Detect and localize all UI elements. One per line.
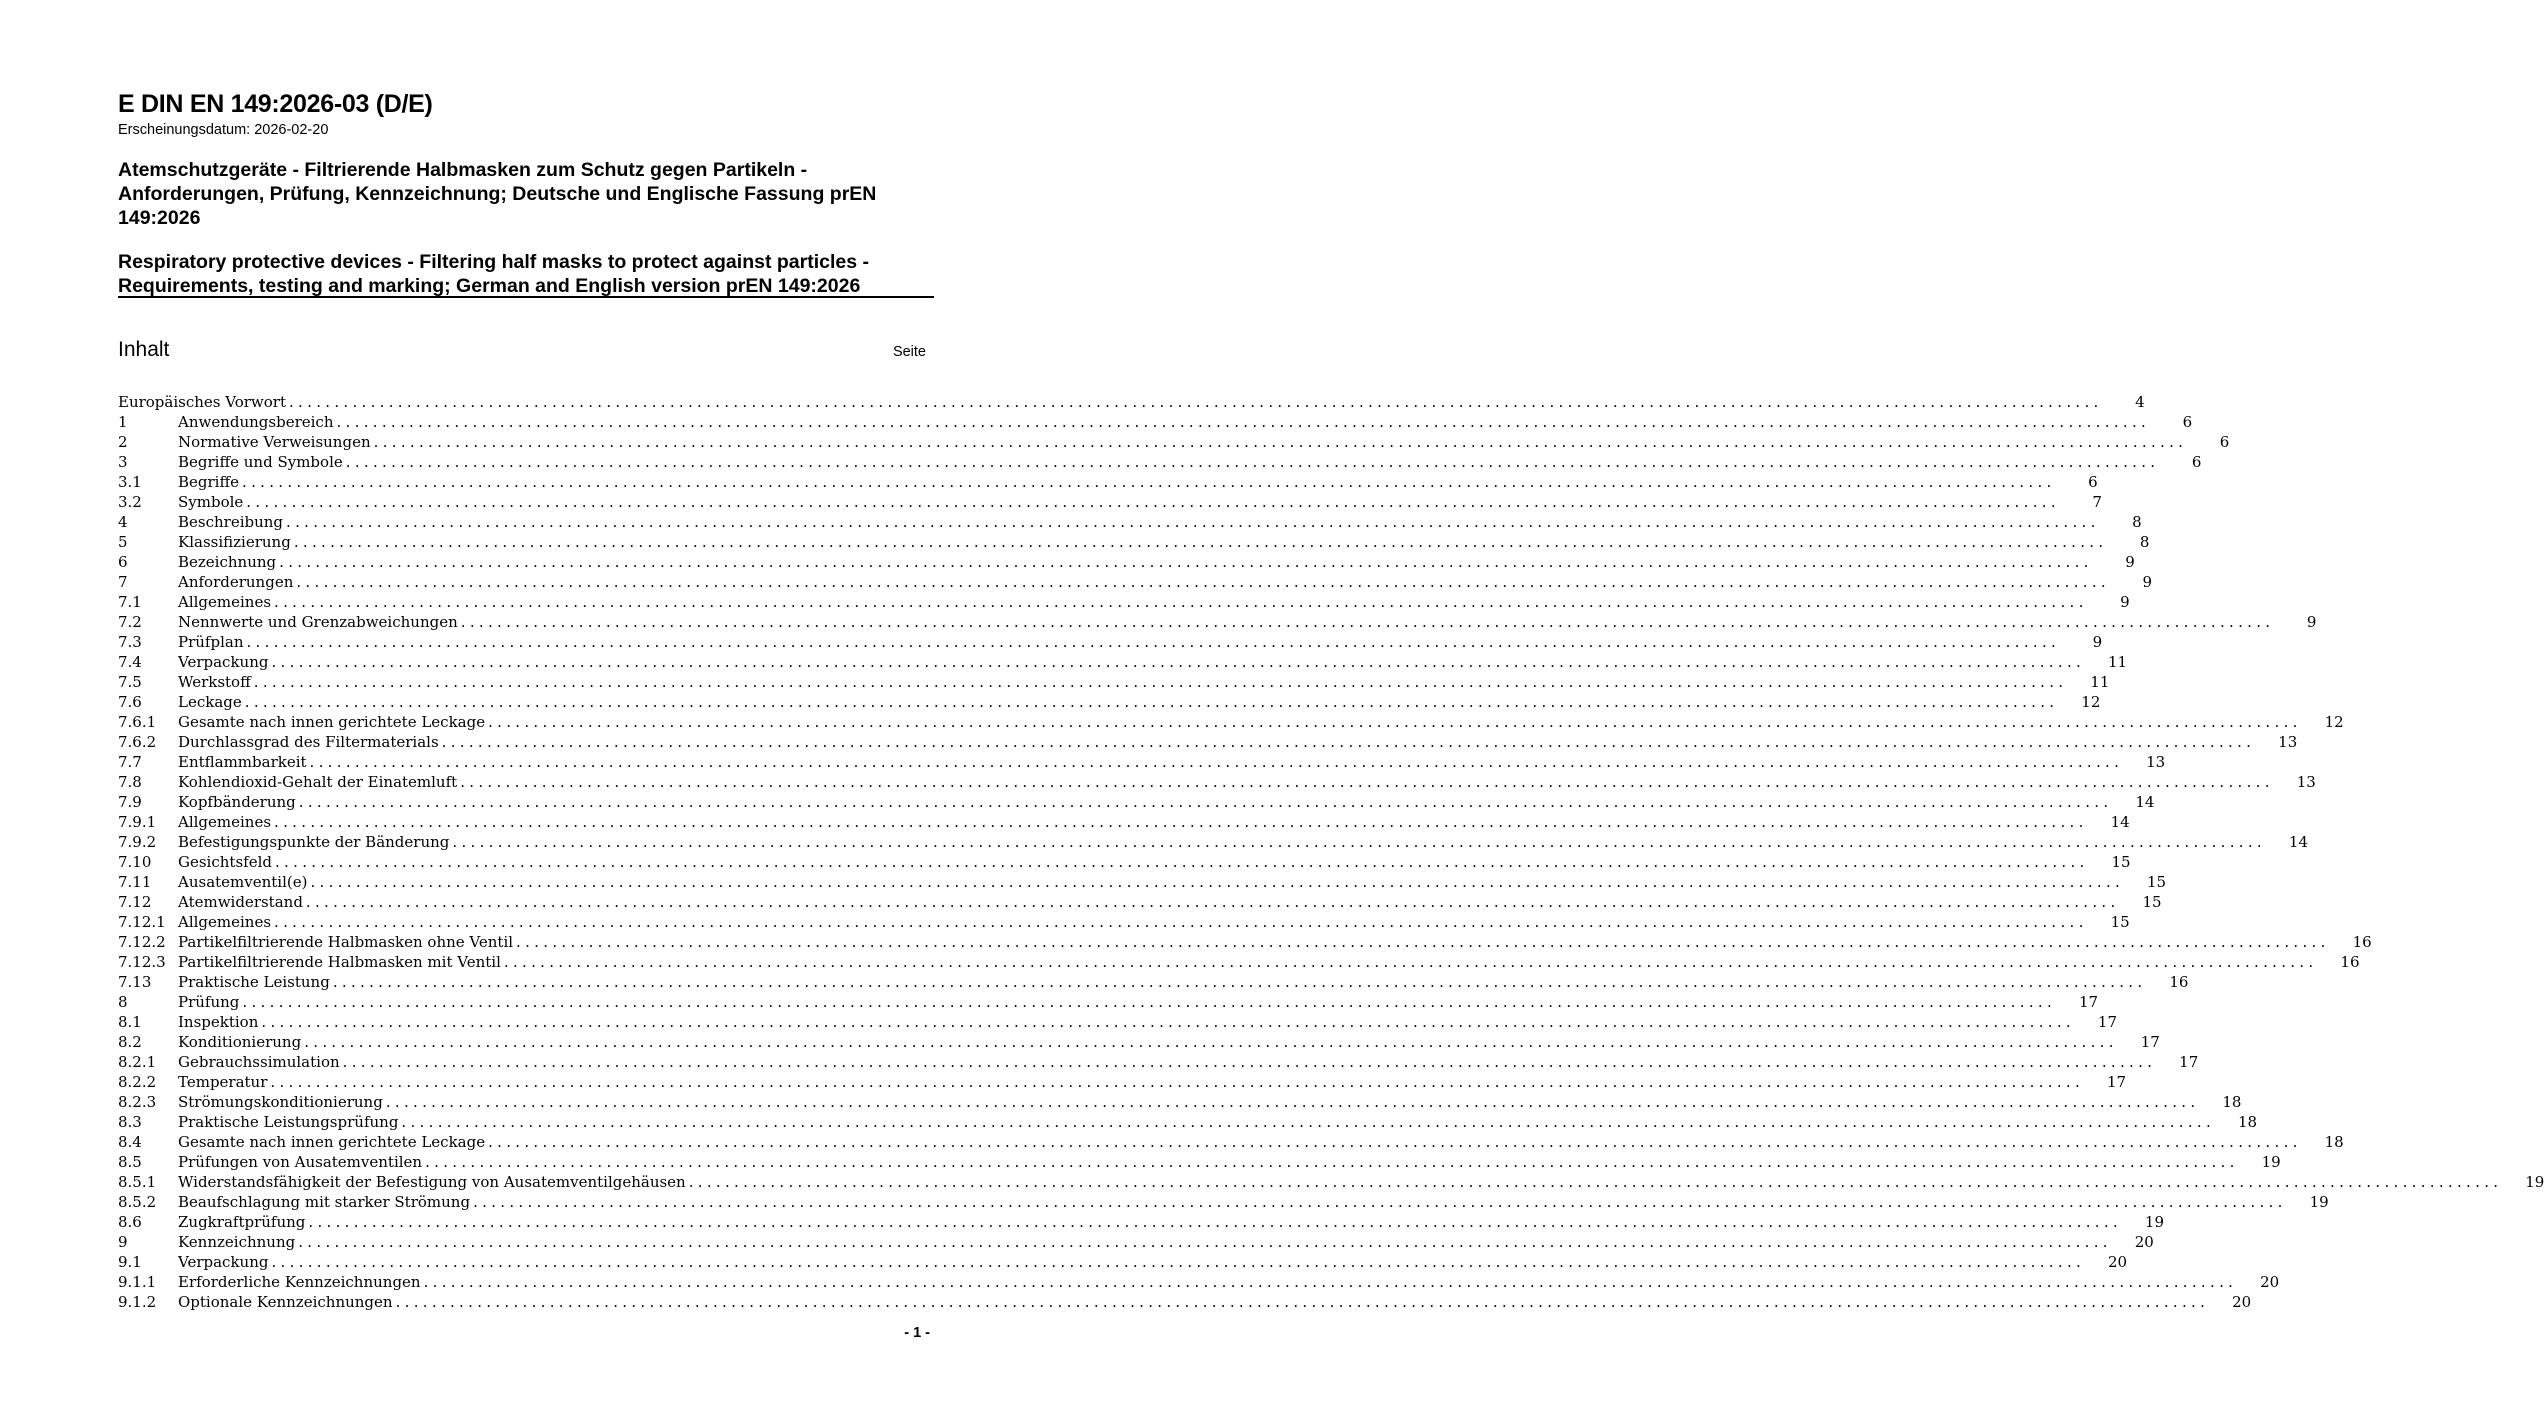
toc-entry-page: 18 <box>2222 1093 2242 1111</box>
toc-entry-page: 12 <box>2324 713 2344 731</box>
toc-entry-title: Erforderliche Kennzeichnungen <box>178 1273 421 1291</box>
toc-entry-title: Kennzeichnung <box>178 1233 296 1251</box>
toc-entry-page: 9 <box>2142 573 2152 591</box>
toc-entry-page: 11 <box>2108 653 2128 671</box>
toc-dot-leader: ........................................................................................................................................................................................................ <box>242 993 2057 1011</box>
toc-entry-number: 7 <box>118 573 128 591</box>
toc-dot-leader: ........................................................................................................................................................................................................ <box>342 1053 2157 1071</box>
toc-entry-page: 19 <box>2525 1173 2544 1191</box>
toc-entry[interactable] <box>118 693 2101 713</box>
toc-entry-title: Praktische Leistung <box>178 973 330 991</box>
toc-entry-title: Europäisches Vorwort <box>118 393 286 411</box>
toc-dot-leader: ........................................................................................................................................................................................................ <box>336 413 2151 431</box>
toc-entry-title: Optionale Kennzeichnungen <box>178 1293 393 1311</box>
toc-entry-page: 7 <box>2092 493 2102 511</box>
toc-dot-leader: ........................................................................................................................................................................................................ <box>401 1113 2216 1131</box>
toc-entry-number: 7.6 <box>118 693 142 711</box>
toc-entry-number: 7.9 <box>118 793 142 811</box>
toc-entry-number: 8.4 <box>118 1133 142 1151</box>
toc-entry[interactable] <box>118 1273 2280 1293</box>
toc-entry-title: Verpackung <box>178 1253 269 1271</box>
toc-entry-page: 16 <box>2340 953 2360 971</box>
toc-heading: Inhalt <box>118 338 170 361</box>
toc-entry-title: Inspektion <box>178 1013 259 1031</box>
toc-entry[interactable] <box>118 793 2155 813</box>
toc-entry[interactable] <box>118 953 2360 973</box>
toc-entry-number: 8.5.2 <box>118 1193 157 1211</box>
toc-dot-leader: ........................................................................................................................................................................................................ <box>298 793 2113 811</box>
toc-entry[interactable] <box>118 1093 2242 1113</box>
toc-entry-number: 8.2.1 <box>118 1053 157 1071</box>
toc-dot-leader: ........................................................................................................................................................................................................ <box>516 933 2330 951</box>
toc-entry[interactable] <box>118 893 2162 913</box>
toc-entry-title: Verpackung <box>178 653 269 671</box>
toc-entry[interactable] <box>118 1113 2258 1133</box>
toc-entry-page: 11 <box>2090 673 2110 691</box>
toc-entry-number: 3 <box>118 453 128 471</box>
toc-entry-page: 14 <box>2110 813 2130 831</box>
toc-entry-page: 15 <box>2147 873 2167 891</box>
toc-entry[interactable] <box>118 653 2128 673</box>
toc-entry[interactable] <box>118 773 2316 793</box>
toc-entry-title: Begriffe <box>178 473 240 491</box>
toc-entry[interactable] <box>118 673 2110 693</box>
toc-entry[interactable] <box>118 873 2167 893</box>
toc-entry-page: 19 <box>2309 1193 2329 1211</box>
toc-entry[interactable] <box>118 453 2202 473</box>
toc-entry-title: Nennwerte und Grenzabweichungen <box>178 613 458 631</box>
toc-entry-title: Beaufschlagung mit starker Strömung <box>178 1193 471 1211</box>
toc-entry-number: 7.3 <box>118 633 142 651</box>
toc-entry[interactable] <box>118 1293 2252 1313</box>
toc-entry-title: Kopfbänderung <box>178 793 296 811</box>
toc-entry-title: Beschreibung <box>178 513 284 531</box>
toc-entry-title: Befestigungspunkte der Bänderung <box>178 833 450 851</box>
toc-entry-page: 15 <box>2111 853 2131 871</box>
toc-entry-title: Normative Verweisungen <box>178 433 371 451</box>
toc-dot-leader: ........................................................................................................................................................................................................ <box>296 573 2110 591</box>
toc-entry-title: Atemwiderstand <box>178 893 303 911</box>
toc-dot-leader: ........................................................................................................................................................................................................ <box>274 853 2089 871</box>
toc-entry-page: 9 <box>2092 633 2103 651</box>
toc-entry-number: 5 <box>118 533 128 551</box>
toc-dot-leader: ........................................................................................................................................................................................................ <box>503 953 2318 971</box>
toc-entry-number: 9.1 <box>118 1253 142 1271</box>
toc-dot-leader: ........................................................................................................................................................................................................ <box>473 1193 2287 1211</box>
toc-entry-page: 14 <box>2135 793 2155 811</box>
toc-entry-number: 2 <box>118 433 128 451</box>
toc-entry-title: Partikelfiltrierende Halbmasken ohne Ventil <box>178 933 514 951</box>
toc-dot-leader: ........................................................................................................................................................................................................ <box>274 593 2088 611</box>
toc-entry-number: 6 <box>118 553 128 571</box>
toc-entry-number: 8.2 <box>118 1033 142 1051</box>
toc-entry[interactable] <box>118 1213 2165 1233</box>
toc-entry[interactable] <box>118 833 2309 853</box>
toc-dot-leader: ........................................................................................................................................................................................................ <box>246 633 2061 651</box>
toc-entry-number: 7.4 <box>118 653 142 671</box>
toc-dot-leader: ........................................................................................................................................................................................................ <box>309 753 2124 771</box>
toc-entry[interactable] <box>118 1153 2281 1173</box>
toc-entry-page: 6 <box>2219 433 2230 451</box>
toc-entry-title: Praktische Leistungsprüfung <box>178 1113 399 1131</box>
toc-dot-leader: ........................................................................................................................................................................................................ <box>270 1073 2085 1091</box>
toc-entry[interactable] <box>118 493 2102 513</box>
toc-entry-page: 17 <box>2179 1053 2199 1071</box>
toc-entry-title: Begriffe und Symbole <box>178 453 343 471</box>
toc-entry-title: Allgemeines <box>178 593 272 611</box>
toc-entry[interactable] <box>118 513 2142 533</box>
title-english: Respiratory protective devices - Filtering half masks to protect against particles - Requirements, testing and marking; German and English version prEN 149:2026 <box>118 251 869 297</box>
toc-entry[interactable] <box>118 573 2152 593</box>
toc-entry-page: 16 <box>2169 973 2189 991</box>
toc-entry[interactable] <box>118 1173 2544 1193</box>
toc-entry-title: Prüfplan <box>178 633 244 651</box>
toc-entry-page: 17 <box>2140 1033 2160 1051</box>
toc-entry[interactable] <box>118 713 2344 733</box>
toc-entry-page: 19 <box>2261 1153 2281 1171</box>
toc-entry[interactable] <box>118 1013 2117 1033</box>
toc-entry-page: 4 <box>2135 393 2145 411</box>
toc-dot-leader: ........................................................................................................................................................................................................ <box>460 773 2274 791</box>
toc-entry[interactable] <box>118 933 2372 953</box>
toc-entry-page: 6 <box>2191 453 2202 471</box>
toc-entry-title: Partikelfiltrierende Halbmasken mit Ventil <box>178 953 501 971</box>
toc-dot-leader: ........................................................................................................................................................................................................ <box>373 433 2188 451</box>
toc-entry-page: 20 <box>2232 1293 2252 1311</box>
toc-entry-number: 7.12.1 <box>118 913 166 931</box>
toc-entry-page: 20 <box>2108 1253 2128 1271</box>
toc-entry[interactable] <box>118 413 2193 433</box>
table-of-contents <box>118 393 2544 1313</box>
toc-page-column-label: Seite <box>892 344 926 360</box>
toc-dot-leader: ........................................................................................................................................................................................................ <box>253 673 2068 691</box>
toc-entry-title: Klassifizierung <box>178 533 291 551</box>
toc-entry-number: 7.9.2 <box>118 833 157 851</box>
toc-entry-page: 13 <box>2278 733 2298 751</box>
toc-entry-number: 7.6.1 <box>118 713 157 731</box>
toc-dot-leader: ........................................................................................................................................................................................................ <box>688 1173 2503 1191</box>
toc-entry-number: 3.1 <box>118 473 142 491</box>
toc-entry-number: 7.12 <box>118 893 152 911</box>
toc-entry-title: Leckage <box>178 693 242 711</box>
toc-dot-leader: ........................................................................................................................................................................................................ <box>332 973 2147 991</box>
toc-entry-number: 7.12.2 <box>118 933 166 951</box>
toc-entry[interactable] <box>118 433 2230 453</box>
toc-entry[interactable] <box>118 393 2145 413</box>
toc-entry-number: 8.3 <box>118 1113 142 1131</box>
toc-entry-title: Anforderungen <box>178 573 294 591</box>
document-id: E DIN EN 149:2026-03 (D/E) <box>118 90 433 118</box>
toc-entry[interactable] <box>118 633 2103 653</box>
toc-entry-title: Allgemeines <box>178 813 272 831</box>
toc-entry-number: 7.1 <box>118 593 142 611</box>
toc-entry-number: 7.9.1 <box>118 813 157 831</box>
toc-entry-page: 6 <box>2182 413 2193 431</box>
toc-entry-page: 18 <box>2324 1133 2344 1151</box>
toc-dot-leader: ........................................................................................................................................................................................................ <box>305 893 2120 911</box>
toc-entry-number: 7.8 <box>118 773 142 791</box>
toc-entry-number: 8.2.3 <box>118 1093 157 1111</box>
toc-entry-page: 13 <box>2296 773 2316 791</box>
toc-entry[interactable] <box>118 1233 2154 1253</box>
toc-entry-page: 12 <box>2081 693 2101 711</box>
toc-entry-page: 17 <box>2106 1073 2127 1091</box>
toc-entry-page: 16 <box>2352 933 2372 951</box>
toc-dot-leader: ........................................................................................................................................................................................................ <box>271 1253 2086 1271</box>
toc-entry-title: Konditionierung <box>178 1033 302 1051</box>
toc-entry[interactable] <box>118 1053 2199 1073</box>
toc-dot-leader: ........................................................................................................................................................................................................ <box>279 553 2093 571</box>
toc-entry-number: 7.11 <box>118 873 152 891</box>
toc-entry-title: Prüfungen von Ausatemventilen <box>178 1153 423 1171</box>
toc-entry[interactable] <box>118 553 2135 573</box>
toc-entry-page: 20 <box>2260 1273 2280 1291</box>
toc-dot-leader: ........................................................................................................................................................................................................ <box>274 913 2088 931</box>
toc-dot-leader: ........................................................................................................................................................................................................ <box>288 393 2103 411</box>
toc-entry[interactable] <box>118 733 2298 753</box>
toc-dot-leader: ........................................................................................................................................................................................................ <box>488 1133 2302 1151</box>
toc-entry-page: 8 <box>2139 533 2150 551</box>
toc-dot-leader: ........................................................................................................................................................................................................ <box>261 1013 2075 1031</box>
toc-entry-number: 9.1.1 <box>118 1273 157 1291</box>
toc-entry-page: 9 <box>2125 553 2135 571</box>
toc-dot-leader: ........................................................................................................................................................................................................ <box>308 1213 2123 1231</box>
toc-entry-number: 7.2 <box>118 613 142 631</box>
toc-entry-title: Strömungskonditionierung <box>178 1093 383 1111</box>
toc-entry-number: 8 <box>118 993 128 1011</box>
toc-entry[interactable] <box>118 973 2189 993</box>
toc-entry-page: 6 <box>2088 473 2098 491</box>
toc-entry-page: 8 <box>2132 513 2142 531</box>
toc-dot-leader: ........................................................................................................................................................................................................ <box>298 1233 2112 1251</box>
toc-entry-title: Gesamte nach innen gerichtete Leckage <box>178 1133 486 1151</box>
toc-entry[interactable] <box>118 753 2166 773</box>
toc-entry-page: 9 <box>2120 593 2130 611</box>
toc-entry-page: 15 <box>2110 913 2130 931</box>
toc-entry[interactable] <box>118 1193 2329 1213</box>
toc-dot-leader: ........................................................................................................................................................................................................ <box>274 813 2088 831</box>
toc-entry-number: 7.7 <box>118 753 142 771</box>
toc-entry-page: 9 <box>2306 613 2317 631</box>
publication-date: Erscheinungsdatum: 2026-02-20 <box>118 122 329 138</box>
toc-dot-leader: ........................................................................................................................................................................................................ <box>345 453 2160 471</box>
toc-entry[interactable] <box>118 913 2130 933</box>
toc-entry-page: 17 <box>2097 1013 2117 1031</box>
toc-entry-page: 20 <box>2134 1233 2154 1251</box>
toc-dot-leader: ........................................................................................................................................................................................................ <box>425 1153 2239 1171</box>
toc-entry-number: 8.6 <box>118 1213 142 1231</box>
toc-dot-leader: ........................................................................................................................................................................................................ <box>271 653 2086 671</box>
toc-entry-number: 7.12.3 <box>118 953 166 971</box>
toc-entry-number: 9.1.2 <box>118 1293 157 1311</box>
toc-entry-title: Kohlendioxid-Gehalt der Einatemluft <box>178 773 458 791</box>
toc-entry-page: 18 <box>2237 1113 2258 1131</box>
toc-entry-title: Bezeichnung <box>178 553 277 571</box>
toc-entry[interactable] <box>118 853 2131 873</box>
toc-entry-title: Gesamte nach innen gerichtete Leckage <box>178 713 486 731</box>
toc-entry-page: 17 <box>2078 993 2099 1011</box>
toc-entry-number: 7.13 <box>118 973 152 991</box>
toc-dot-leader: ........................................................................................................................................................................................................ <box>395 1293 2210 1311</box>
toc-entry-title: Widerstandsfähigkeit der Befestigung von Ausatemventilgehäusen <box>178 1173 686 1191</box>
toc-entry-number: 7.10 <box>118 853 152 871</box>
toc-entry-title: Entflammbarkeit <box>178 753 307 771</box>
toc-entry[interactable] <box>118 993 2099 1013</box>
toc-entry-number: 8.5.1 <box>118 1173 157 1191</box>
toc-dot-leader: ........................................................................................................................................................................................................ <box>286 513 2100 531</box>
toc-entry-number: 9 <box>118 1233 128 1251</box>
toc-dot-leader: ........................................................................................................................................................................................................ <box>244 693 2059 711</box>
toc-entry-number: 4 <box>118 513 128 531</box>
toc-entry-title: Temperatur <box>178 1073 268 1091</box>
toc-entry-title: Zugkraftprüfung <box>178 1213 306 1231</box>
toc-entry-page: 13 <box>2146 753 2166 771</box>
toc-dot-leader: ........................................................................................................................................................................................................ <box>460 613 2275 631</box>
toc-entry-number: 8.2.2 <box>118 1073 157 1091</box>
toc-entry[interactable] <box>118 473 2098 493</box>
toc-dot-leader: ........................................................................................................................................................................................................ <box>246 493 2060 511</box>
toc-dot-leader: ........................................................................................................................................................................................................ <box>385 1093 2200 1111</box>
toc-entry[interactable] <box>118 1133 2344 1153</box>
toc-entry[interactable] <box>118 613 2317 633</box>
toc-entry-title: Prüfung <box>178 993 240 1011</box>
toc-entry-title: Ausatemventil(e) <box>178 873 308 891</box>
toc-entry-number: 8.1 <box>118 1013 142 1031</box>
toc-dot-leader: ........................................................................................................................................................................................................ <box>441 733 2256 751</box>
page-number: - 1 - <box>904 1325 930 1341</box>
toc-dot-leader: ........................................................................................................................................................................................................ <box>304 1033 2118 1051</box>
toc-entry-title: Gesichtsfeld <box>178 853 272 871</box>
toc-entry-title: Anwendungsbereich <box>178 413 334 431</box>
toc-dot-leader: ........................................................................................................................................................................................................ <box>242 473 2056 491</box>
toc-entry-number: 3.2 <box>118 493 142 511</box>
toc-entry-title: Allgemeines <box>178 913 272 931</box>
title-german: Atemschutzgeräte - Filtrierende Halbmasken zum Schutz gegen Partikeln - Anforderungen, Prüfung, Kennzeichnung; Deutsche und Englische Fassung prEN 149:2026 <box>118 159 877 229</box>
toc-entry-title: Gebrauchssimulation <box>178 1053 340 1071</box>
toc-dot-leader: ........................................................................................................................................................................................................ <box>293 533 2108 551</box>
toc-entry[interactable] <box>118 1073 2127 1093</box>
toc-entry-title: Symbole <box>178 493 244 511</box>
title-divider <box>118 296 934 298</box>
toc-entry[interactable] <box>118 1033 2160 1053</box>
toc-entry[interactable] <box>118 1253 2128 1273</box>
toc-entry[interactable] <box>118 593 2130 613</box>
toc-entry-number: 8.5 <box>118 1153 142 1171</box>
toc-dot-leader: ........................................................................................................................................................................................................ <box>452 833 2267 851</box>
toc-entry[interactable] <box>118 533 2150 553</box>
toc-entry-title: Werkstoff <box>178 673 251 691</box>
toc-entry-number: 1 <box>118 413 128 431</box>
toc-entry-number: 7.5 <box>118 673 142 691</box>
toc-entry-number: 7.6.2 <box>118 733 157 751</box>
toc-entry-page: 15 <box>2142 893 2162 911</box>
toc-entry-page: 14 <box>2288 833 2309 851</box>
toc-entry[interactable] <box>118 813 2130 833</box>
toc-dot-leader: ........................................................................................................................................................................................................ <box>488 713 2302 731</box>
toc-entry-title: Durchlassgrad des Filtermaterials <box>178 733 439 751</box>
toc-dot-leader: ........................................................................................................................................................................................................ <box>423 1273 2238 1291</box>
toc-entry-page: 19 <box>2144 1213 2165 1231</box>
toc-dot-leader: ........................................................................................................................................................................................................ <box>310 873 2125 891</box>
